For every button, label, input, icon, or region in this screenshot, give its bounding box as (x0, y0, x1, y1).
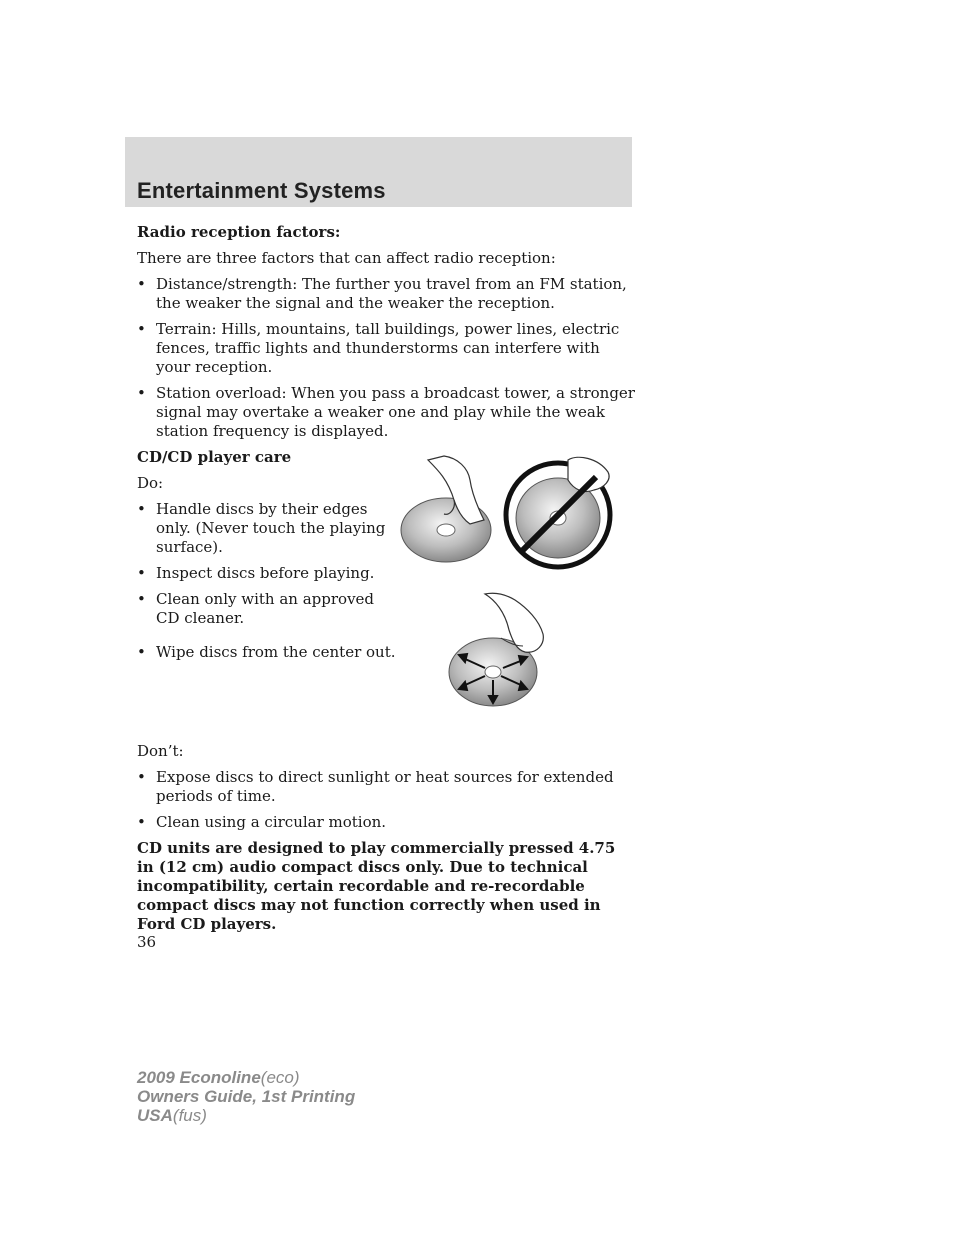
list-item: • Inspect discs before playing. (137, 564, 375, 582)
footer (137, 1068, 355, 1125)
footer-model: 2009 Econoline (137, 1068, 261, 1087)
list-item: • Terrain: Hills, mountains, tall buildings, power lines, electric fences, traffic lights and thunderstorms can interfere with your reception. (137, 320, 620, 376)
list-item: • Clean only with an approved CD cleaner. (137, 590, 375, 627)
bullet-icon: • (137, 500, 146, 518)
correct-handling-disc-icon (401, 456, 491, 562)
bullet-icon: • (137, 813, 146, 831)
section-title: Entertainment Systems (137, 178, 386, 203)
page-number: 36 (137, 933, 157, 951)
bullet-icon: • (137, 643, 146, 661)
footer-market-code: (fus) (172, 1106, 207, 1125)
do-label: Do: (137, 474, 164, 492)
list-item: • Clean using a circular motion. (137, 813, 387, 831)
bullet-icon: • (137, 275, 146, 293)
radio-intro: There are three factors that can affect radio reception: (137, 249, 556, 267)
list-item: • Expose discs to direct sunlight or heat sources for extended periods of time. (137, 768, 614, 805)
cd-care-heading: CD/CD player care (137, 448, 292, 466)
footer-guide: Owners Guide, 1st Printing (137, 1087, 356, 1106)
bullet-icon: • (137, 564, 146, 582)
list-item: • Wipe discs from the center out. (137, 643, 396, 661)
list-item: • Station overload: When you pass a broadcast tower, a stronger signal may overtake a weaker one and play while the weak station frequency is displayed. (137, 384, 635, 440)
cd-compatibility-warning: CD units are designed to play commercially pressed 4.75 in (12 cm) audio compact discs only. Due to technical incompatibility, certain recordable and re-recordable compact discs may not function correctly when used in Ford CD players. (137, 839, 616, 933)
bullet-icon: • (137, 590, 146, 608)
radio-heading: Radio reception factors: (137, 223, 341, 241)
footer-model-code: (eco) (260, 1068, 300, 1087)
list-item: • Handle discs by their edges only. (Never touch the playing surface). (137, 500, 386, 556)
bullet-icon: • (137, 384, 146, 402)
prohibited-handling-disc-icon (506, 457, 610, 567)
cd-wipe-illustration (445, 590, 555, 710)
footer-market: USA (137, 1106, 173, 1125)
bullet-icon: • (137, 320, 146, 338)
list-item: • Distance/strength: The further you travel from an FM station, the weaker the signal and the weaker the reception. (137, 275, 627, 312)
bullet-icon: • (137, 768, 146, 786)
dont-label: Don’t: (137, 742, 184, 760)
disc-hub-icon (485, 666, 501, 678)
cd-handling-illustration (398, 450, 618, 570)
page-content (137, 223, 637, 941)
